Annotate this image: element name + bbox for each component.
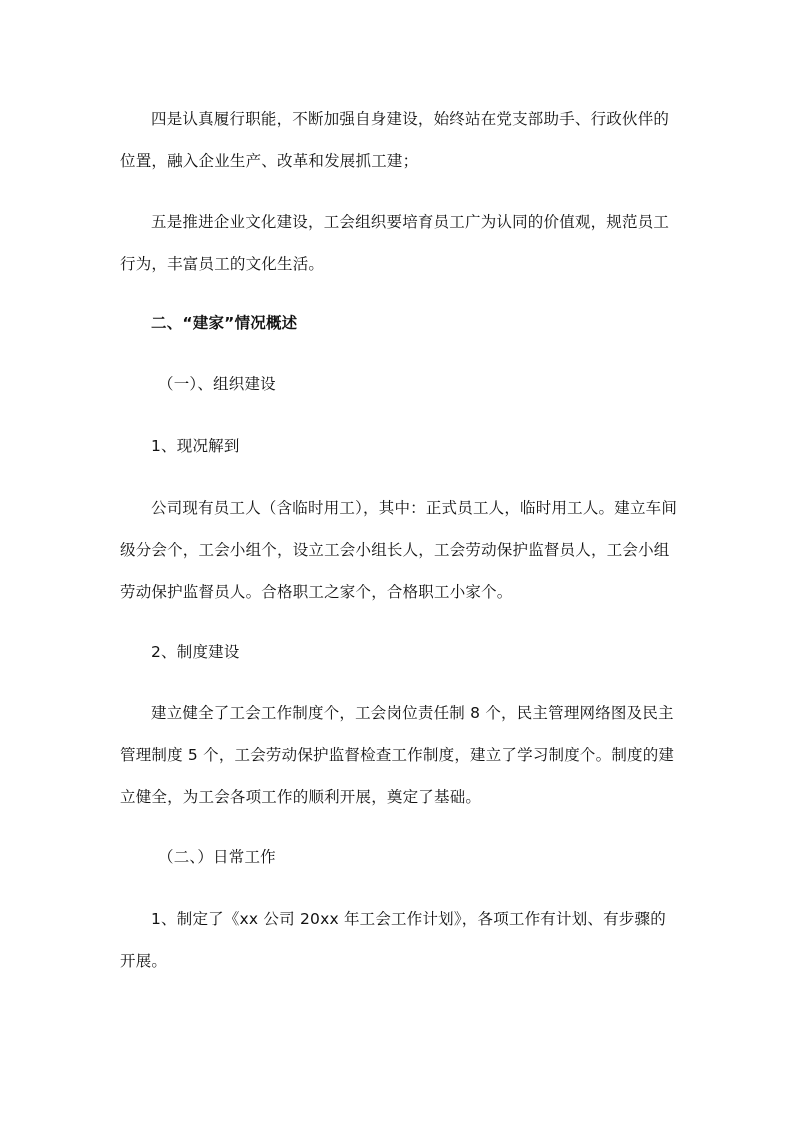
paragraph-org-status: 公司现有员工人（含临时用工），其中：正式员工人，临时用工人。建立车间级分会个，工会小组个，设立工会小组长人，工会劳动保护监督员人，工会小组劳动保护监督员人。合格职工之家个，合格职工小家个。 (120, 499, 678, 601)
item-heading-status: 1、现况解到 (151, 437, 240, 455)
subsection-heading-daily: （二、）日常工作 (158, 848, 276, 866)
paragraph-fourth-point: 四是认真履行职能，不断加强自身建设，始终站在党支部助手、行政伙伴的位置，融入企业生产、改革和发展抓工建； (120, 110, 670, 170)
paragraph-daily-plan: 1、制定了《xx 公司 20xx 年工会工作计划》，各项工作有计划、有步骤的开展。 (120, 910, 666, 970)
paragraph-fifth-point: 五是推进企业文化建设，工会组织要培育员工广为认同的价值观，规范员工行为，丰富员工的文化生活。 (120, 213, 670, 273)
subsection-heading-org: （一）、组织建设 (158, 375, 276, 393)
section-heading-2: 二、“建家”情况概述 (151, 314, 298, 332)
item-heading-system: 2、制度建设 (151, 643, 240, 661)
paragraph-system-building: 建立健全了工会工作制度个，工会岗位责任制 8 个，民主管理网络图及民主管理制度 5 个，工会劳动保护监督检查工作制度，建立了学习制度个。制度的建立健全，为工会各项工作的顺利开展，奠定了基础。 (120, 704, 675, 806)
